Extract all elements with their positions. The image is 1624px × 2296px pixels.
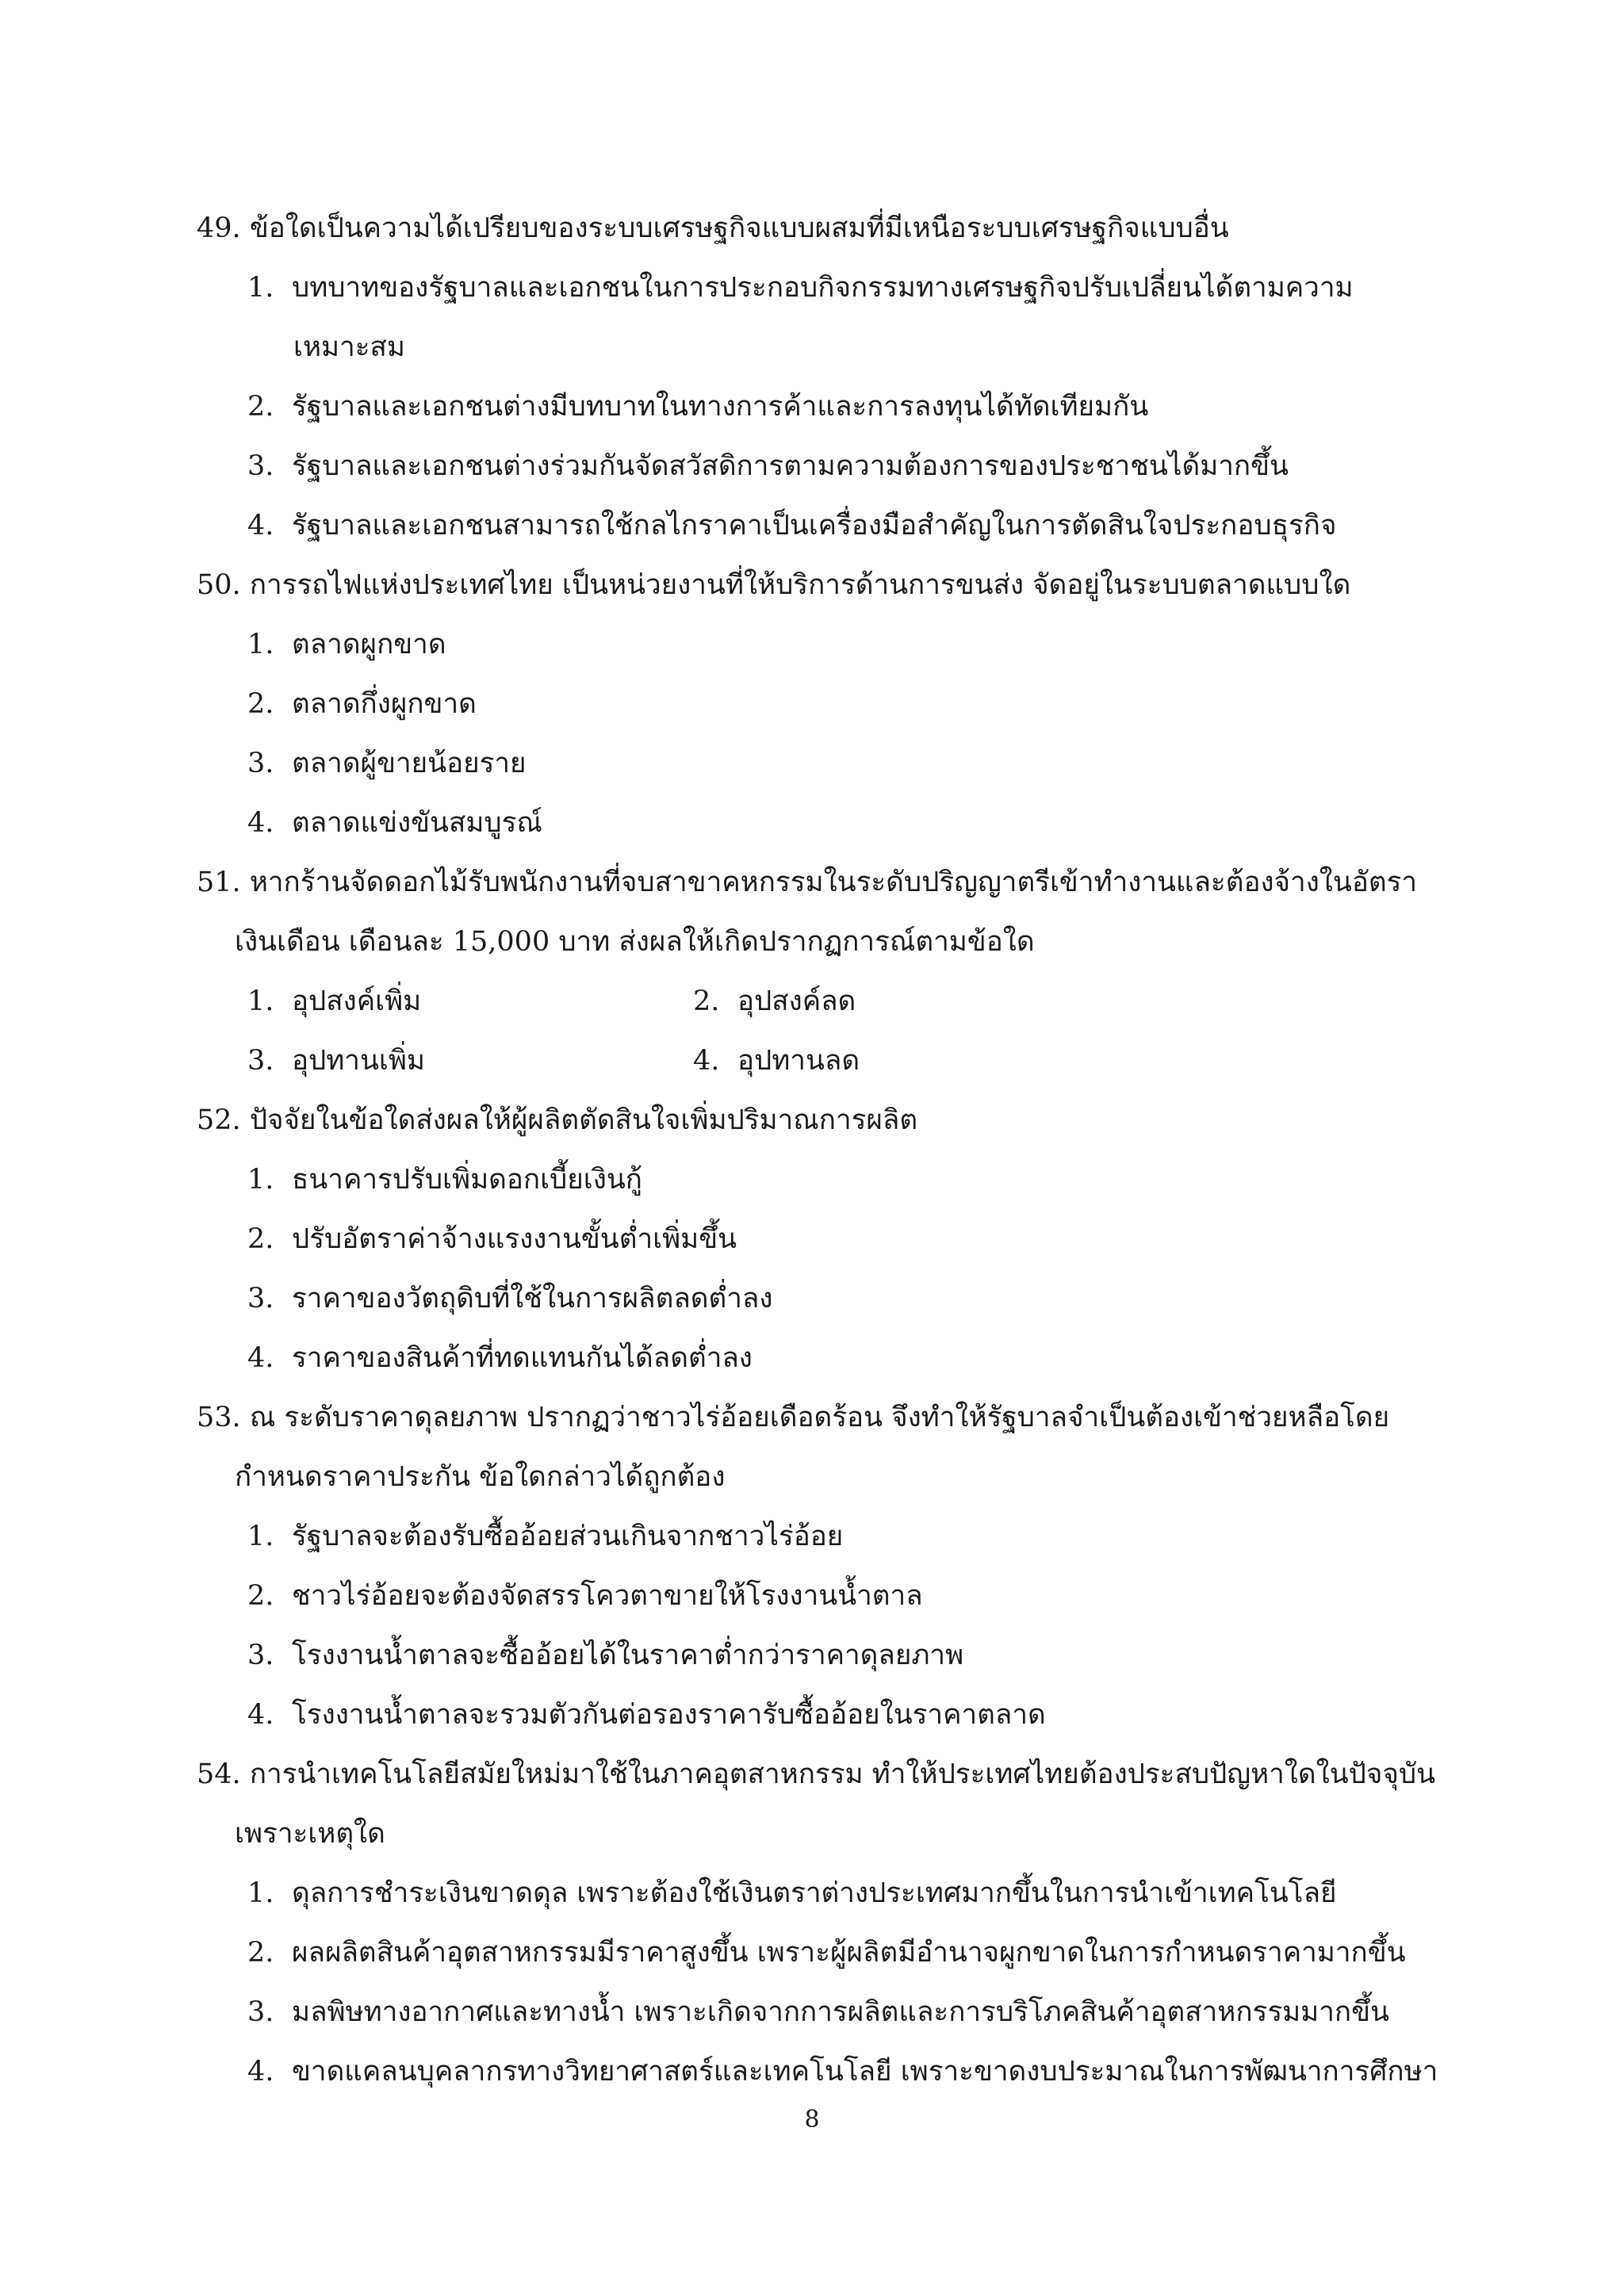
option-number: 4. bbox=[247, 510, 274, 541]
option-text: โรงงานน้ำตาลจะรวมตัวกันต่อรองราคารับซื้ออ้อยในราคาตลาด bbox=[292, 1699, 1046, 1731]
option-51-2 bbox=[693, 985, 856, 1017]
option-49-2 bbox=[247, 391, 1148, 423]
question-text: การรถไฟแห่งประเทศไทย เป็นหน่วยงานที่ให้บริการด้านการขนส่ง จัดอยู่ในระบบตลาดแบบใด bbox=[249, 569, 1351, 601]
option-number: 4. bbox=[247, 1342, 274, 1374]
question-text: ปัจจัยในข้อใดส่งผลให้ผู้ผลิตตัดสินใจเพิ่มปริมาณการผลิต bbox=[249, 1104, 918, 1136]
option-text: บทบาทของรัฐบาลและเอกชนในการประกอบกิจกรรมทางเศรษฐกิจปรับเปลี่ยนได้ตามความ bbox=[292, 272, 1354, 304]
option-54-4 bbox=[247, 2056, 1438, 2087]
option-text: ตลาดกึ่งผูกขาด bbox=[292, 688, 477, 720]
question-text: ณ ระดับราคาดุลยภาพ ปรากฏว่าชาวไร่อ้อยเดือดร้อน จึงทำให้รัฐบาลจำเป็นต้องเข้าช่วยหลือโดย bbox=[249, 1402, 1390, 1433]
option-text: อุปทานลด bbox=[737, 1045, 860, 1077]
option-number: 2. bbox=[247, 688, 274, 720]
option-text: อุปทานเพิ่ม bbox=[292, 1045, 425, 1077]
option-number: 3. bbox=[247, 1996, 274, 2028]
option-text: อุปสงค์เพิ่ม bbox=[292, 985, 422, 1017]
option-51-1 bbox=[247, 985, 421, 1017]
option-text: รัฐบาลจะต้องรับซื้ออ้อยส่วนเกินจากชาวไร่อ้อย bbox=[292, 1521, 844, 1552]
option-53-2 bbox=[247, 1580, 923, 1612]
question-50 bbox=[197, 569, 1350, 601]
option-53-1 bbox=[247, 1521, 843, 1552]
question-54 bbox=[197, 1758, 1435, 1790]
option-number: 3. bbox=[247, 450, 274, 482]
option-52-1 bbox=[247, 1164, 642, 1196]
option-number: 2. bbox=[247, 1937, 274, 1969]
page-number: 8 bbox=[804, 2106, 820, 2133]
question-text: การนำเทคโนโลยีสมัยใหม่มาใช้ในภาคอุตสาหกรรม ทำให้ประเทศไทยต้องประสบปัญหาใดในปัจจุบัน bbox=[249, 1758, 1436, 1790]
option-number: 3. bbox=[247, 748, 274, 779]
option-text: ราคาของวัตถุดิบที่ใช้ในการผลิตลดต่ำลง bbox=[292, 1283, 773, 1314]
option-54-3 bbox=[247, 1996, 1389, 2028]
option-text: ดุลการชำระเงินขาดดุล เพราะต้องใช้เงินตราต่างประเทศมากขึ้นในการนำเข้าเทคโนโลยี bbox=[292, 1877, 1337, 1909]
option-number: 3. bbox=[247, 1283, 274, 1314]
option-number: 1. bbox=[247, 1521, 274, 1552]
question-53-continuation: กำหนดราคาประกัน ข้อใดกล่าวได้ถูกต้อง bbox=[235, 1461, 726, 1493]
option-number: 1. bbox=[247, 629, 274, 660]
question-number: 51. bbox=[197, 867, 241, 898]
option-51-3 bbox=[247, 1045, 425, 1077]
option-49-4 bbox=[247, 510, 1336, 541]
option-text: รัฐบาลและเอกชนสามารถใช้กลไกราคาเป็นเครื่องมือสำคัญในการตัดสินใจประกอบธุรกิจ bbox=[292, 510, 1337, 541]
option-49-3 bbox=[247, 450, 1289, 482]
option-53-4 bbox=[247, 1699, 1046, 1731]
question-number: 49. bbox=[197, 212, 241, 244]
option-54-2 bbox=[247, 1937, 1406, 1969]
option-text: ชาวไร่อ้อยจะต้องจัดสรรโควตาขายให้โรงงานน้ำตาล bbox=[292, 1580, 923, 1612]
option-text: โรงงานน้ำตาลจะซื้ออ้อยได้ในราคาต่ำกว่าราคาดุลยภาพ bbox=[292, 1640, 964, 1671]
option-text: ตลาดแข่งขันสมบูรณ์ bbox=[292, 807, 542, 839]
question-53 bbox=[197, 1402, 1389, 1433]
option-text: อุปสงค์ลด bbox=[737, 985, 856, 1017]
option-54-1 bbox=[247, 1877, 1337, 1909]
question-51 bbox=[197, 867, 1417, 898]
option-number: 1. bbox=[247, 1877, 274, 1909]
option-51-4 bbox=[693, 1045, 860, 1077]
option-49-1-continuation: เหมาะสม bbox=[293, 331, 405, 363]
option-number: 2. bbox=[247, 1223, 274, 1255]
question-text: หากร้านจัดดอกไม้รับพนักงานที่จบสาขาคหกรรมในระดับปริญญาตรีเข้าทำงานและต้องจ้างในอัตรา bbox=[249, 867, 1418, 898]
option-text: ปรับอัตราค่าจ้างแรงงานขั้นต่ำเพิ่มขึ้น bbox=[292, 1223, 737, 1255]
option-number: 1. bbox=[247, 272, 274, 304]
option-text: ผลผลิตสินค้าอุตสาหกรรมมีราคาสูงขึ้น เพราะผู้ผลิตมีอำนาจผูกขาดในการกำหนดราคามากขึ้น bbox=[292, 1937, 1406, 1969]
option-number: 1. bbox=[247, 985, 274, 1017]
option-number: 2. bbox=[247, 1580, 274, 1612]
question-number: 52. bbox=[197, 1104, 241, 1136]
option-number: 4. bbox=[247, 1699, 274, 1731]
option-number: 4. bbox=[693, 1045, 720, 1077]
option-text: ตลาดผู้ขายน้อยราย bbox=[292, 748, 527, 779]
option-49-1 bbox=[247, 272, 1354, 304]
option-number: 4. bbox=[247, 807, 274, 839]
option-50-4 bbox=[247, 807, 542, 839]
option-number: 2. bbox=[247, 391, 274, 423]
option-text: ราคาของสินค้าที่ทดแทนกันได้ลดต่ำลง bbox=[292, 1342, 753, 1374]
option-text: รัฐบาลและเอกชนต่างร่วมกันจัดสวัสดิการตามความต้องการของประชาชนได้มากขึ้น bbox=[292, 450, 1289, 482]
option-number: 4. bbox=[247, 2056, 274, 2087]
option-text: ขาดแคลนบุคลากรทางวิทยาศาสตร์และเทคโนโลยี เพราะขาดงบประมาณในการพัฒนาการศึกษา bbox=[292, 2056, 1438, 2087]
question-text: ข้อใดเป็นความได้เปรียบของระบบเศรษฐกิจแบบผสมที่มีเหนือระบบเศรษฐกิจแบบอื่น bbox=[249, 212, 1229, 244]
option-53-3 bbox=[247, 1640, 963, 1671]
option-50-3 bbox=[247, 748, 527, 779]
question-52 bbox=[197, 1104, 917, 1136]
option-text: รัฐบาลและเอกชนต่างมีบทบาทในทางการค้าและการลงทุนได้ทัดเทียมกัน bbox=[292, 391, 1149, 423]
option-text: ธนาคารปรับเพิ่มดอกเบี้ยเงินกู้ bbox=[292, 1164, 642, 1196]
option-50-2 bbox=[247, 688, 477, 720]
question-54-continuation: เพราะเหตุใด bbox=[235, 1818, 385, 1850]
option-52-2 bbox=[247, 1223, 737, 1255]
option-number: 3. bbox=[247, 1640, 274, 1671]
question-number: 53. bbox=[197, 1402, 241, 1433]
question-51-continuation: เงินเดือน เดือนละ 15,000 บาท ส่งผลให้เกิดปรากฏการณ์ตามข้อใด bbox=[235, 926, 1035, 958]
option-text: ตลาดผูกขาด bbox=[292, 629, 446, 660]
question-number: 50. bbox=[197, 569, 241, 601]
option-text: มลพิษทางอากาศและทางน้ำ เพราะเกิดจากการผลิตและการบริโภคสินค้าอุตสาหกรรมมากขึ้น bbox=[292, 1996, 1389, 2028]
option-50-1 bbox=[247, 629, 446, 660]
option-52-4 bbox=[247, 1342, 753, 1374]
option-52-3 bbox=[247, 1283, 772, 1314]
question-number: 54. bbox=[197, 1758, 241, 1790]
question-49 bbox=[197, 212, 1229, 244]
option-number: 2. bbox=[693, 985, 720, 1017]
option-number: 1. bbox=[247, 1164, 274, 1196]
option-number: 3. bbox=[247, 1045, 274, 1077]
